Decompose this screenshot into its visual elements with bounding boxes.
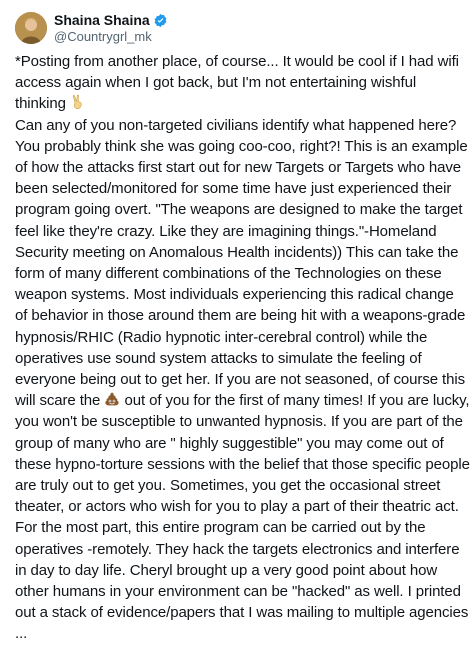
avatar[interactable] [15, 12, 47, 44]
post-paragraph-1 [15, 51, 470, 115]
paragraph-2-before-emoji: Can any of you non-targeted civilians identify what happened here? You probably think she was going coo-coo, right?! This is an example of how the attacks first start out for new Targets or Targets who have been selected/monitored for some time have just experienced their program going overt. "The weapons are designed to make the target feel like they're crazy. Like they are imagining things."-Homeland Security meeting on Anomalous Health incidents)) This can take the form of many different combinations of the Technologies on these weapon systems. Most individuals experiencing this radical change of behavior in those around them are being hit with a weapons-grade hypnosis/RHIC (Radio hypnotic inter-cerebral control) while the operatives use sound system attacks to simulate the feeling of everyone being out to get her. If you are not seasoned, of course this will scare the [15, 116, 468, 410]
pile-of-poo-emoji-icon [104, 391, 120, 407]
handle[interactable]: @Countrygrl_mk [54, 28, 152, 44]
display-name[interactable]: Shaina Shaina [54, 11, 150, 28]
victory-hand-emoji-icon [70, 94, 86, 110]
post-header [15, 11, 168, 45]
author-names [54, 12, 168, 45]
name-row [54, 12, 168, 29]
paragraph-1-text: *Posting from another place, of course... It would be cool if I had wifi access again when I got back, but I'm not entertaining wishful thinking [15, 53, 459, 113]
paragraph-2-after-emoji: out of you for the first of many times! If you are lucky, you won't be susceptible to unwanted hypnosis. If you are part of the group of many who are " highly suggestible" you may come out of these hypno-torture sessions with the belief that those specific people are truly out to get you. Sometimes, you get the occasional street theater, or actors who wish for you to play a part of their theatric act. For the most part, this entire program can be carried out by the operatives -remotely. They hack the targets electronics and interfere in day to day life. Cheryl brought up a very good point about how other humans in your environment can be "hacked" as well. I printed out a stack of evidence/papers that I was mailing to multiple agencies ... [15, 392, 470, 643]
verified-badge-icon[interactable] [153, 13, 168, 28]
post-text [15, 51, 470, 645]
post-paragraph-2 [15, 115, 470, 645]
profile-photo-icon [15, 12, 47, 44]
